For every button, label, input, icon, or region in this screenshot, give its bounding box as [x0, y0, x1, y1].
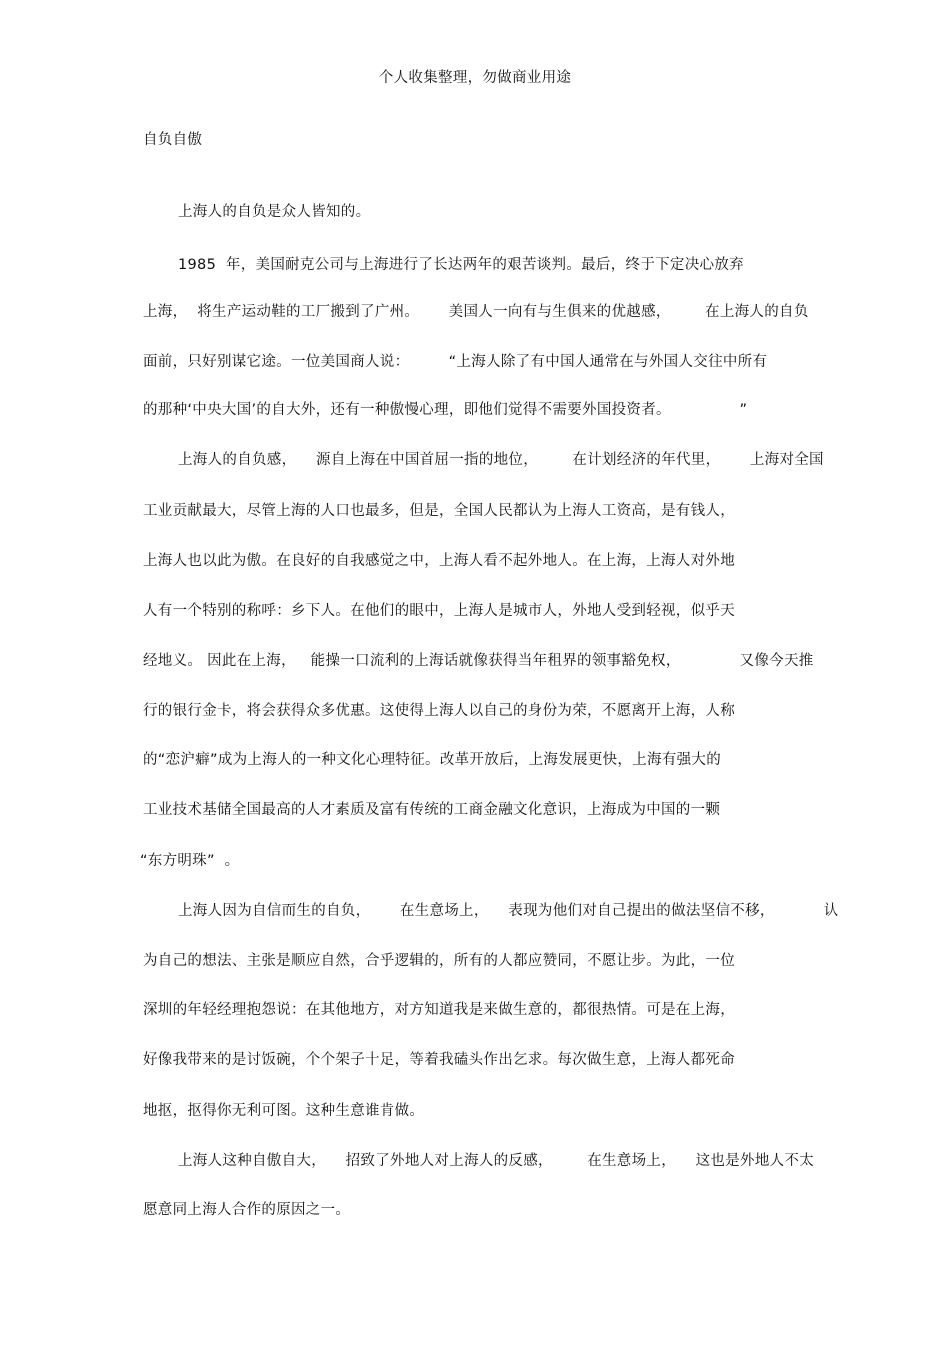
paragraph-line: 深圳的年轻经理抱怨说：在其他地方，对方知道我是来做生意的，都很热情。可是在上海， — [143, 1002, 735, 1018]
paragraph-line: 上海， 将生产运动鞋的工厂搬到了广州。 美国人一向有与生俱来的优越感， 在上海人的自负 — [143, 304, 809, 320]
paragraph-line: 经地义。 因此在上海， 能操一口流利的上海话就像获得当年租界的领事豁免权， 又像今天推 — [143, 653, 814, 669]
paragraph-line: 为自己的想法、主张是顺应自然，合乎逻辑的，所有的人都应赞同，不愿让步。为此，一位 — [143, 953, 735, 969]
paragraph-line: 上海人的自负是众人皆知的。 — [178, 204, 371, 220]
paragraph-line: 工业技术基储全国最高的人才素质及富有传统的工商金融文化意识，上海成为中国的一颗 — [143, 802, 721, 818]
paragraph-line: 面前，只好别谋它途。一位美国商人说： “上海人除了有中国人通常在与外国人交往中所有 — [143, 354, 768, 370]
paragraph-line: “东方明珠” 。 — [140, 853, 240, 869]
paragraph-line: 上海人因为自信而生的自负， 在生意场上， 表现为他们对自己提出的做法坚信不移， 认 — [178, 903, 839, 919]
paragraph-line: 工业贡献最大，尽管上海的人口也最多，但是，全国人民都认为上海人工资高，是有钱人， — [143, 503, 735, 519]
paragraph-line: 上海人的自负感， 源自上海在中国首屈一指的地位， 在计划经济的年代里， 上海对全国 — [178, 452, 824, 468]
page-header: 个人收集整理，勿做商业用途 — [378, 70, 572, 86]
paragraph-line: 上海人也以此为傲。在良好的自我感觉之中，上海人看不起外地人。在上海，上海人对外地 — [143, 553, 735, 569]
paragraph-line: 好像我带来的是讨饭碗，个个架子十足，等着我磕头作出乞求。每次做生意，上海人都死命 — [143, 1052, 735, 1068]
document-title: 自负自傲 — [143, 132, 203, 148]
paragraph-line: 的那种‘中央大国’的自大外，还有一种傲慢心理，即他们觉得不需要外国投资者。 ” — [143, 402, 748, 418]
paragraph-line: 的“恋沪癖”成为上海人的一种文化心理特征。改革开放后，上海发展更快，上海有强大的 — [143, 752, 722, 768]
paragraph-line: 人有一个特别的称呼：乡下人。在他们的眼中，上海人是城市人，外地人受到轻视，似乎天 — [143, 603, 735, 619]
paragraph-line: 地抠，抠得你无利可图。这种生意谁肯做。 — [143, 1103, 425, 1119]
paragraph-line: 行的银行金卡，将会获得众多优惠。这使得上海人以自己的身份为荣，不愿离开上海，人称 — [143, 703, 735, 719]
paragraph-line: 上海人这种自傲自大， 招致了外地人对上海人的反感， 在生意场上， 这也是外地人不太 — [178, 1153, 815, 1169]
paragraph-line: 愿意同上海人合作的原因之一。 — [143, 1202, 351, 1218]
paragraph-line: 1985 年，美国耐克公司与上海进行了长达两年的艰苦谈判。最后，终于下定决心放弃 — [178, 257, 744, 273]
